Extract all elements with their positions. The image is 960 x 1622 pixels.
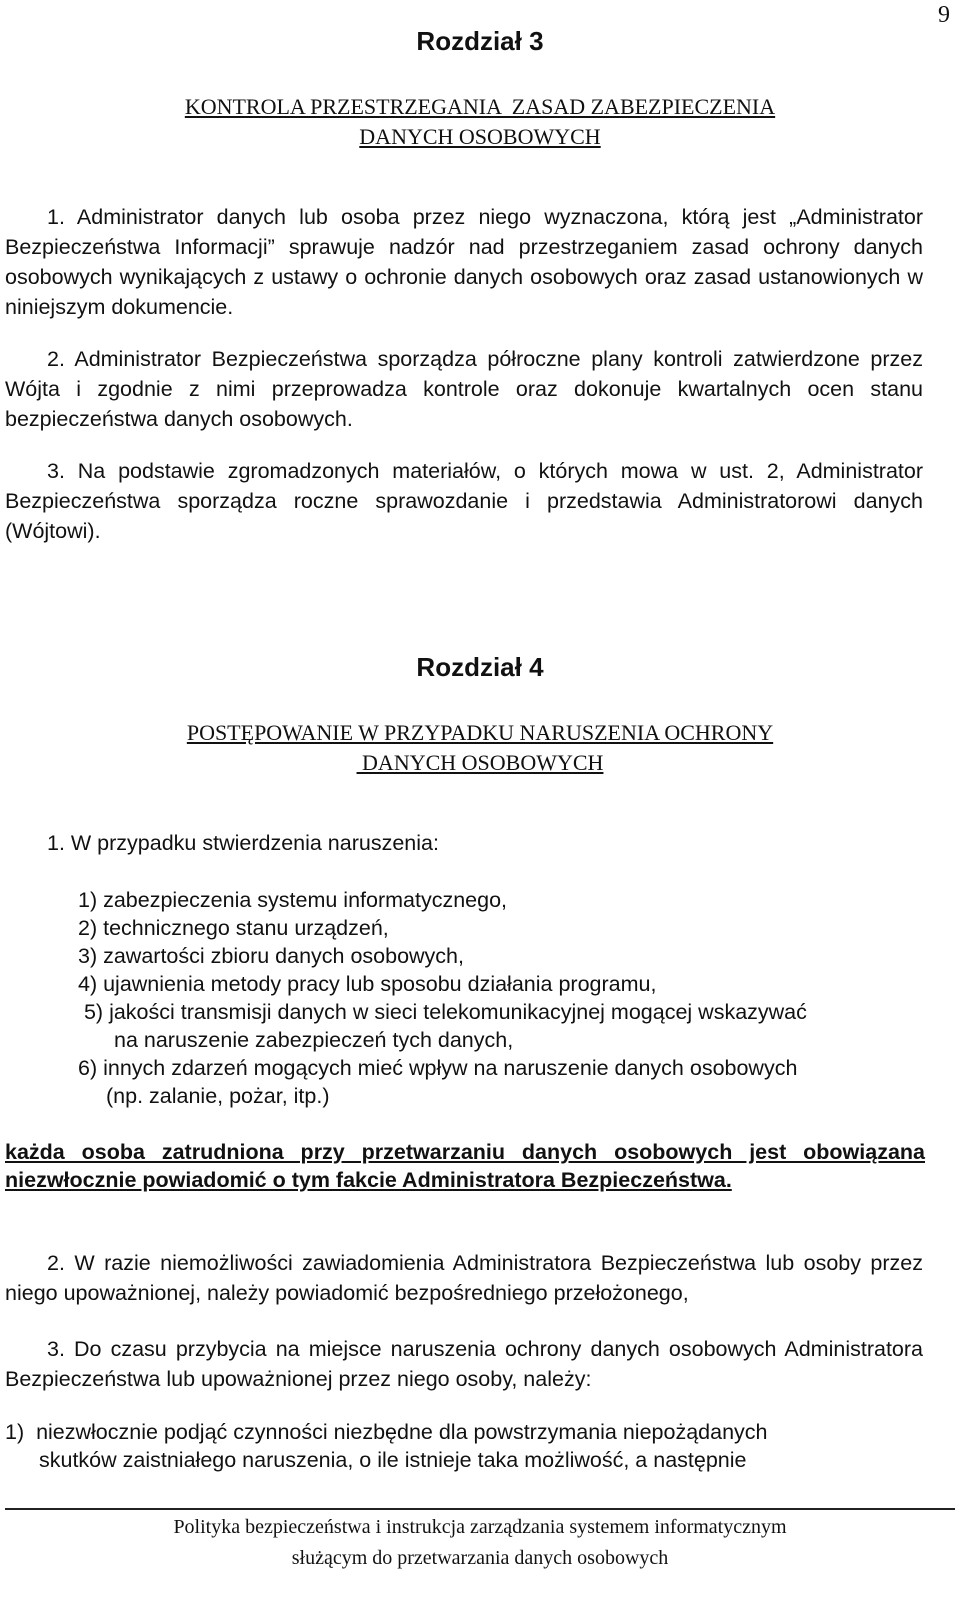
- chapter-3-heading: Rozdział 3: [416, 26, 544, 56]
- chapter-4-title-line2: DANYCH OSOBOWYCH: [356, 750, 604, 775]
- footer-divider: [5, 1508, 955, 1510]
- list-item: 3) zawartości zbioru danych osobowych,: [78, 944, 464, 968]
- list-item-continuation: na naruszenie zabezpieczeń tych danych,: [114, 1028, 514, 1052]
- page-footer: [0, 1512, 960, 1574]
- list-item: 1) niezwłocznie podjąć czynności niezbędne dla powstrzymania niepożądanych: [5, 1420, 768, 1444]
- chapter-3-paragraph-3: 3. Na podstawie zgromadzonych materiałów, o których mowa w ust. 2, Administrator Bezpieczeństwa sporządza roczne sprawozdanie i przedstawia Administratorowi danych (Wójtowi).: [5, 459, 923, 543]
- list-item: 1) zabezpieczenia systemu informatycznego,: [78, 888, 508, 912]
- chapter-3-paragraph-2: 2. Administrator Bezpieczeństwa sporządza półroczne plany kontroli zatwierdzone przez Wójta i zgodnie z nimi przeprowadza kontrole oraz dokonuje kwartalnych ocen stanu bezpieczeństwa danych osobowych.: [5, 347, 923, 431]
- footer-line1: Polityka bezpieczeństwa i instrukcja zarządzania systemem informatycznym: [173, 1516, 787, 1538]
- chapter-4-paragraph-2: 2. W razie niemożliwości zawiadomienia Administratora Bezpieczeństwa lub osoby przez niego upoważnionej, należy powiadomić bezpośredniego przełożonego,: [5, 1251, 923, 1305]
- list-item-continuation: skutków zaistniałego naruszenia, o ile istnieje taka możliwość, a następnie: [39, 1448, 747, 1472]
- chapter-3-title-line1: KONTROLA PRZESTRZEGANIA ZASAD ZABEZPIECZENIA: [184, 94, 776, 119]
- chapter-3-title-line2: DANYCH OSOBOWYCH: [359, 124, 601, 149]
- list-item: 5) jakości transmisji danych w sieci telekomunikacyjnej mogącej wskazywać: [78, 1000, 807, 1024]
- list-item: 6) innych zdarzeń mogących mieć wpływ na naruszenie danych osobowych: [78, 1056, 798, 1080]
- chapter-4-paragraph-3: 3. Do czasu przybycia na miejsce naruszenia ochrony danych osobowych Administratora Bezpieczeństwa lub upoważnionej przez niego osoby, należy:: [5, 1337, 923, 1391]
- list-item-continuation: (np. zalanie, pożar, itp.): [106, 1084, 330, 1108]
- action-list: [5, 1418, 925, 1474]
- violation-list: [78, 886, 938, 1110]
- chapter-4-title: [60, 718, 900, 778]
- list-item: 4) ujawnienia metody pracy lub sposobu działania programu,: [78, 972, 657, 996]
- chapter-4-title-line1: POSTĘPOWANIE W PRZYPADKU NARUSZENIA OCHRONY: [186, 720, 774, 745]
- list-item: 2) technicznego stanu urządzeń,: [78, 916, 389, 940]
- chapter-4-intro: 1. W przypadku stwierdzenia naruszenia:: [47, 831, 439, 855]
- chapter-4-heading: Rozdział 4: [416, 652, 544, 682]
- obligation-notice: każda osoba zatrudniona przy przetwarzaniu danych osobowych jest obowiązana niezwłocznie powiadomić o tym fakcie Administratora Bezpieczeństwa.: [5, 1140, 925, 1192]
- chapter-3-paragraph-1: 1. Administrator danych lub osoba przez niego wyznaczona, którą jest „Administrator Bezpieczeństwa Informacji” sprawuje nadzór nad przestrzeganiem zasad ochrony danych osobowych wynikających z ustawy o ochronie danych osobowych oraz zasad ustanowionych w niniejszym dokumencie.: [5, 205, 923, 319]
- chapter-3-title: [60, 92, 900, 152]
- page-number: 9: [938, 2, 950, 28]
- footer-line2: służącym do przetwarzania danych osobowych: [291, 1547, 669, 1569]
